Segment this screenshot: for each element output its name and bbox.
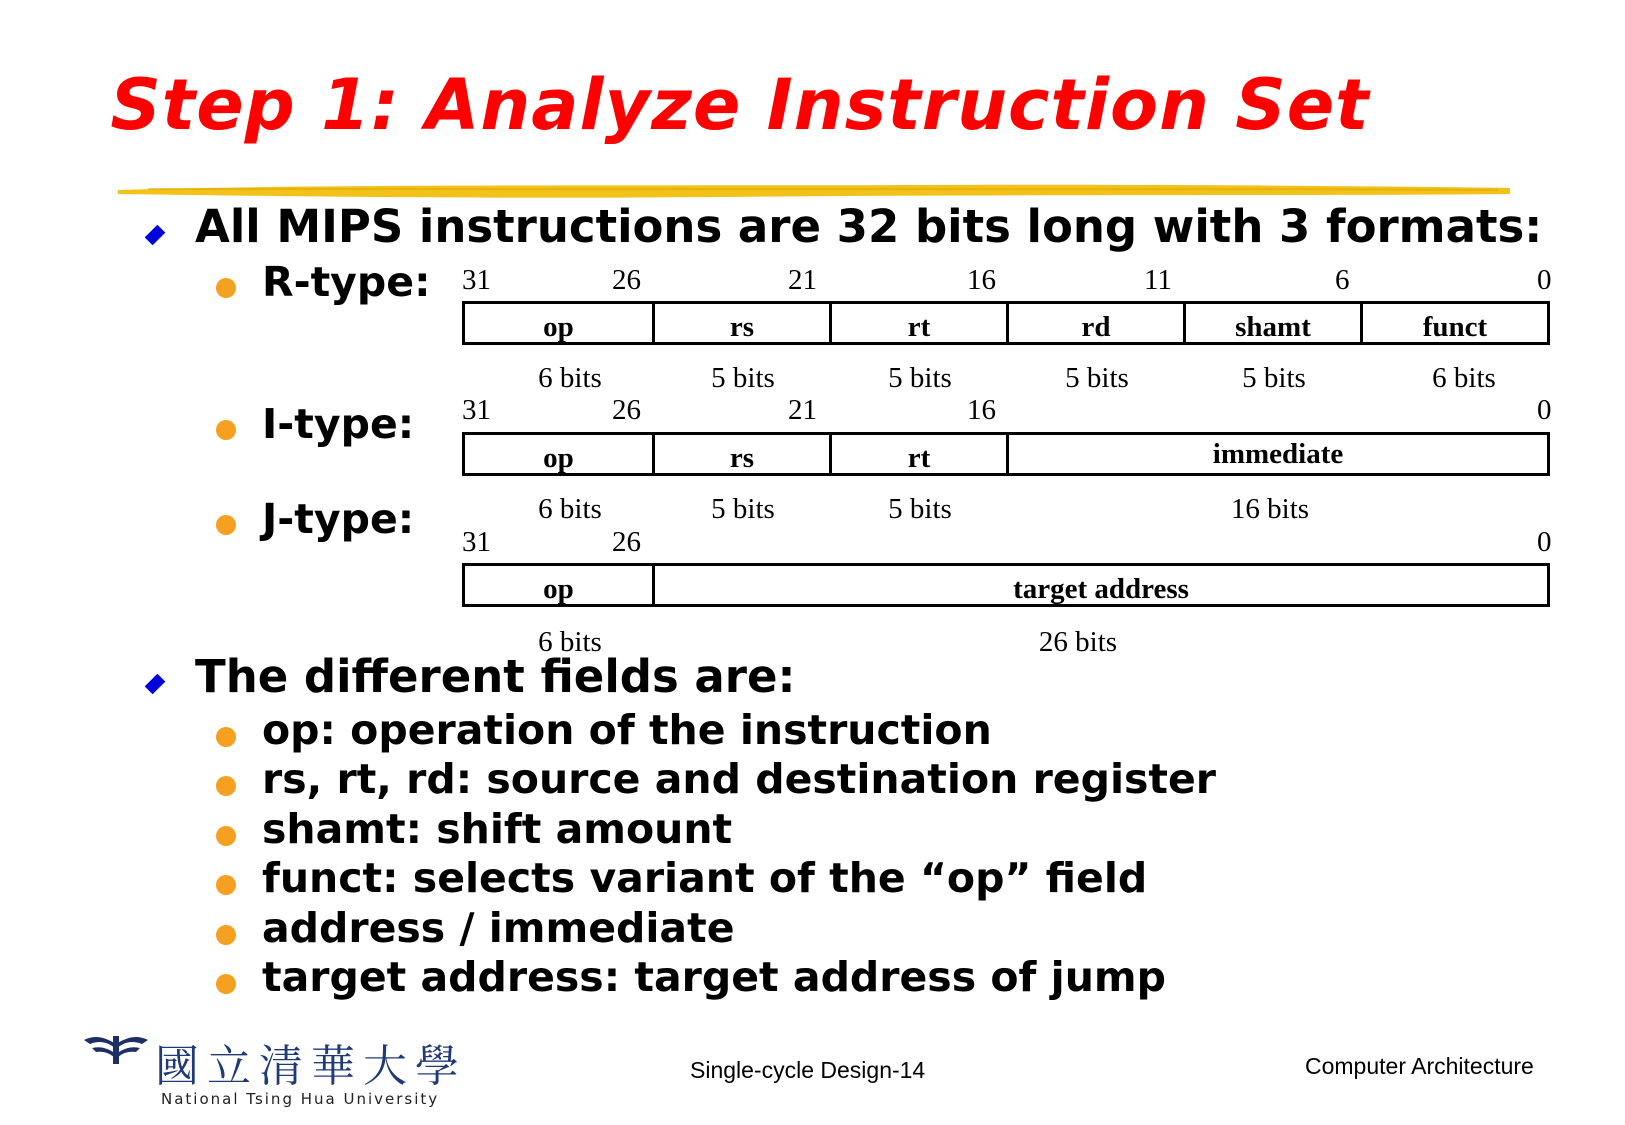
i-type-format-box [462, 432, 1550, 476]
j-type-format-box [462, 563, 1550, 607]
bit-position: 6 [1335, 264, 1350, 296]
field-size: 26 bits [1038, 626, 1118, 658]
list-item: address / immediate [262, 904, 735, 952]
field-size: 5 bits [888, 493, 952, 525]
field-size: 5 bits [711, 362, 775, 394]
bit-position: 26 [612, 394, 641, 426]
dot-bullet-icon [216, 974, 236, 994]
field-size: 5 bits [1242, 362, 1306, 394]
field-size: 6 bits [538, 493, 602, 525]
bullet-fields: The different fields are: [195, 650, 796, 703]
bit-position: 31 [462, 526, 491, 558]
field-size: 6 bits [1432, 362, 1496, 394]
field-rd: rd [1009, 304, 1186, 342]
bit-position: 21 [788, 264, 817, 296]
university-emblem-icon [82, 1032, 150, 1066]
field-size: 6 bits [538, 362, 602, 394]
field-size: 5 bits [888, 362, 952, 394]
dot-bullet-icon [216, 515, 236, 535]
dot-bullet-icon [216, 875, 236, 895]
bit-position: 26 [612, 526, 641, 558]
field-op: op [465, 435, 655, 473]
field-op: op [465, 566, 655, 604]
dot-bullet-icon [216, 826, 236, 846]
slide-title: Step 1: Analyze Instruction Set [110, 64, 1370, 146]
field-op: op [465, 304, 655, 342]
bit-position: 0 [1537, 526, 1552, 558]
list-item: funct: selects variant of the “op” field [262, 854, 1148, 902]
bit-position: 0 [1537, 264, 1552, 296]
field-rs: rs [655, 435, 832, 473]
r-type-label: R-type: [262, 258, 431, 306]
field-target-address: target address [1013, 573, 1189, 605]
field-size: 6 bits [538, 626, 602, 658]
field-immediate: immediate [1212, 438, 1344, 470]
bullet-formats: All MIPS instructions are 32 bits long with 3 formats: [195, 200, 1543, 253]
j-type-label: J-type: [262, 495, 415, 543]
list-item: shamt: shift amount [262, 805, 733, 853]
list-item: op: operation of the instruction [262, 706, 992, 754]
field-rt: rt [832, 435, 1009, 473]
university-name-english: National Tsing Hua University [161, 1090, 440, 1108]
course-name: Computer Architecture [1305, 1053, 1534, 1079]
field-shamt: shamt [1186, 304, 1363, 342]
field-size: 5 bits [711, 493, 775, 525]
bit-position: 11 [1144, 264, 1172, 296]
bit-position: 16 [967, 394, 996, 426]
university-name-chinese: 國立清華大學 [155, 1041, 467, 1092]
list-item: target address: target address of jump [262, 953, 1166, 1001]
bit-position: 31 [462, 264, 491, 296]
list-item: rs, rt, rd: source and destination register [262, 755, 1217, 803]
dot-bullet-icon [216, 776, 236, 796]
field-size: 16 bits [1230, 493, 1310, 525]
r-type-format-box [462, 301, 1550, 345]
i-type-label: I-type: [262, 400, 415, 448]
bit-position: 21 [788, 394, 817, 426]
dot-bullet-icon [216, 727, 236, 747]
dot-bullet-icon [216, 925, 236, 945]
field-rt: rt [832, 304, 1009, 342]
dot-bullet-icon [216, 420, 236, 440]
bit-position: 31 [462, 394, 491, 426]
bit-position: 0 [1537, 394, 1552, 426]
field-size: 5 bits [1065, 362, 1129, 394]
dot-bullet-icon [216, 278, 236, 298]
bit-position: 26 [612, 264, 641, 296]
bit-position: 16 [967, 264, 996, 296]
page-label: Single-cycle Design-14 [690, 1057, 926, 1083]
field-funct: funct [1422, 311, 1488, 343]
field-rs: rs [655, 304, 832, 342]
